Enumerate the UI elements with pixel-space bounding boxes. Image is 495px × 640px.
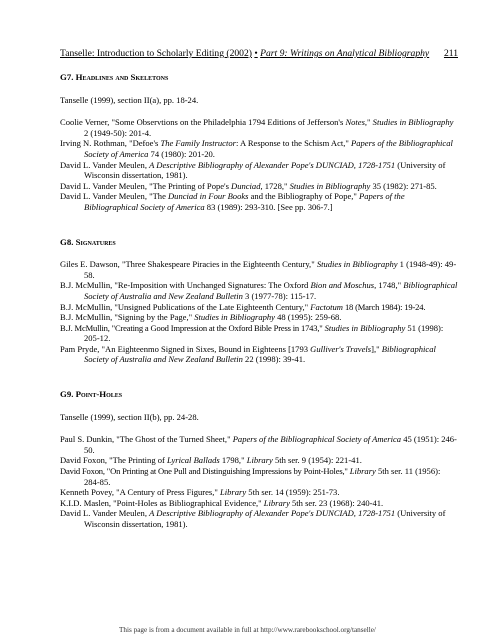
entry-italic-text: A Descriptive Bibliography of Alexander Pope's DUNCIAD, 1728-1751 (149, 159, 396, 170)
bibliography-entry (60, 280, 458, 301)
bibliography-entry (60, 302, 458, 313)
bibliography-entry (60, 117, 458, 138)
section-intro: Tanselle (1999), section II(a), pp. 18-24. (60, 94, 199, 105)
entry-italic-text: Studies in Bibliography (316, 259, 398, 270)
section-9 (60, 389, 458, 530)
entry-text: ," (364, 117, 373, 128)
entry-text: 2 (1949-50): 201-4. (84, 127, 152, 138)
entry-italic-text: Bion and Moschus (310, 280, 375, 291)
entry-text: 35 (1982): 271-85. (370, 180, 437, 191)
section-heading: G7. Headlines and Skeletons (60, 72, 169, 82)
entry-text: David Foxon, "The Printing of (60, 455, 167, 466)
section-intro: Tanselle (1999), section II(b), pp. 24-28. (60, 411, 199, 422)
entry-text: 18 (March 1984): 19-24. (342, 301, 426, 312)
entry-italic-text: Notes (345, 117, 365, 128)
section-heading: G8. Signatures (60, 236, 116, 247)
section-8 (60, 237, 458, 366)
entry-text: 74 (1980): 201-20. (148, 148, 215, 159)
entry-text: 22 (1998): 39-41. (242, 354, 306, 365)
entry-text: 51 (1998): 205-12. (84, 322, 444, 344)
entry-italic-text: Studies in Bibliography (372, 117, 454, 128)
entry-text: 45 (1951): 246-50. (84, 434, 457, 455)
bibliography-entry (60, 455, 458, 466)
entry-text: 3 (1977-78): 115-17. (242, 290, 317, 301)
entry-text: , 1728," (260, 180, 290, 191)
entry-italic-text: Library (263, 497, 290, 508)
entry-text: 5th ser. 9 (1954): 221-41. (272, 455, 362, 466)
entry-text: Kenneth Povey, "A Century of Press Figures," (60, 487, 221, 498)
entry-italic-text: Library (246, 455, 273, 466)
running-head (60, 48, 458, 60)
entry-text: 5th ser. 23 (1968): 240-41. (289, 497, 384, 508)
entry-text: 48 (1995): 259-68. (274, 312, 342, 323)
entry-text: : A Response to the Schism Act," (235, 138, 352, 149)
bibliography-entry (60, 323, 458, 344)
bibliography-entry (60, 191, 458, 212)
entry-italic-text: The Family Instructor (160, 138, 236, 149)
entry-text: David L. Vander Meulen, "The Printing of Pope's (60, 180, 232, 191)
bibliography-entry (60, 508, 458, 529)
entry-text: B.J. McMullin, "Signing by the Page," (60, 312, 195, 323)
entry-text: (University of Wisconsin dissertation, 1981). (84, 508, 446, 529)
entry-text: 83 (1989): 293-310. [See pp. 306-7.] (204, 201, 333, 212)
entry-italic-text: Dunciad (231, 180, 261, 191)
entry-italic-text: Library (220, 487, 247, 498)
entry-text: 1798," (219, 455, 247, 466)
entry-text: 5th ser. 14 (1959): 251-73. (246, 487, 340, 498)
entry-text: , 1748," (374, 280, 404, 291)
entry-text: David L. Vander Meulen, (60, 159, 150, 170)
entry-italic-text: Papers of the Bibliographical Society of America (232, 434, 402, 445)
entry-text: Giles E. Dawson, "Three Shakespeare Piracies in the Eighteenth Century," (60, 259, 317, 270)
running-head-bullet: • (254, 48, 258, 59)
bibliography-entry (60, 312, 458, 323)
bibliography-entry (60, 466, 458, 487)
entry-text: Paul S. Dunkin, "The Ghost of the Turned Sheet," (60, 434, 233, 445)
entry-text: Coolie Verner, "Some Observtions on the Philadelphia 1794 Editions of Jefferson's (60, 117, 346, 128)
entry-text: Pam Pryde, "An Eighteenmo Signed in Sixes, Bound in Eighteens [1793 (60, 343, 311, 354)
bibliography-content (60, 72, 458, 530)
bibliography-entry (60, 487, 458, 498)
entry-italic-text: Studies in Bibliography (324, 322, 406, 333)
bibliography-entry (60, 434, 458, 455)
entry-text: 5th ser. 11 (1956): 284-85. (84, 466, 441, 487)
entry-italic-text: Factotum (310, 301, 343, 312)
bibliography-entry (60, 160, 458, 181)
entry-text: K.I.D. Maslen, "Point-Holes as Bibliographical Evidence," (60, 497, 264, 508)
entry-italic-text: Studies in Bibliography (289, 180, 371, 191)
entry-text: B.J. McMullin, "Unsigned Publications of the Late Eighteenth Century," (60, 301, 311, 312)
section-heading: G9. Point-Holes (60, 389, 123, 400)
entry-italic-text: Bibliographical Society of Australia and New Zealand Bulletin (84, 280, 458, 301)
entry-text: David Foxon, "On Printing at One Pull and Distinguishing Impressions by Point-Holes," (60, 466, 350, 477)
bibliography-entry (60, 181, 458, 192)
bibliography-entry (60, 138, 458, 159)
entry-text: (University of Wisconsin dissertation, 1981). (84, 159, 446, 181)
entry-italic-text: Gulliver's Travels (310, 343, 372, 354)
entry-text: B.J. McMullin, "Creating a Good Impression at the Oxford Bible Press in 1743," (60, 322, 325, 333)
entry-text: David L. Vander Meulen, "The (60, 191, 168, 202)
entry-italic-text: Papers of the Bibliographical Society of America (84, 138, 453, 159)
running-head-title: Tanselle: Introduction to Scholarly Editing (2002) (60, 48, 252, 59)
entry-italic-text: Studies in Bibliography (194, 312, 275, 323)
entry-italic-text: Papers of the Bibliographical Society of America (84, 191, 405, 212)
page-footer: This page is from a document available in full at http://www.rarebookschool.org/tanselle/ (119, 626, 376, 634)
entry-text: David L. Vander Meulen, (60, 508, 150, 519)
entry-italic-text: Bibliographical Society of Australia and New Zealand Bulletin (84, 343, 436, 365)
entry-text: B.J. McMullin, "Re-Imposition with Unchanged Signatures: The Oxford (60, 280, 311, 291)
entry-italic-text: Lyrical Ballads (167, 455, 220, 466)
entry-text: Irving N. Rothman, "Defoe's (60, 138, 161, 149)
bibliography-entry (60, 344, 458, 365)
entry-italic-text: A Descriptive Bibliography of Alexander Pope's DUNCIAD, 1728-1751 (149, 508, 396, 519)
entry-text: ]," (371, 343, 382, 354)
entry-italic-text: Library (349, 466, 376, 477)
bibliography-entry (60, 498, 458, 509)
bibliography-entry (60, 259, 458, 280)
page-number: 211 (443, 48, 458, 59)
entry-text: 1 (1948-49): 49-58. (84, 259, 457, 280)
entry-text: and the Bibliography of Pope," (248, 191, 360, 202)
entry-italic-text: Dunciad in Four Books (168, 191, 249, 202)
running-head-part: Part 9: Writings on Analytical Bibliography (260, 48, 430, 59)
section-7 (60, 72, 458, 213)
